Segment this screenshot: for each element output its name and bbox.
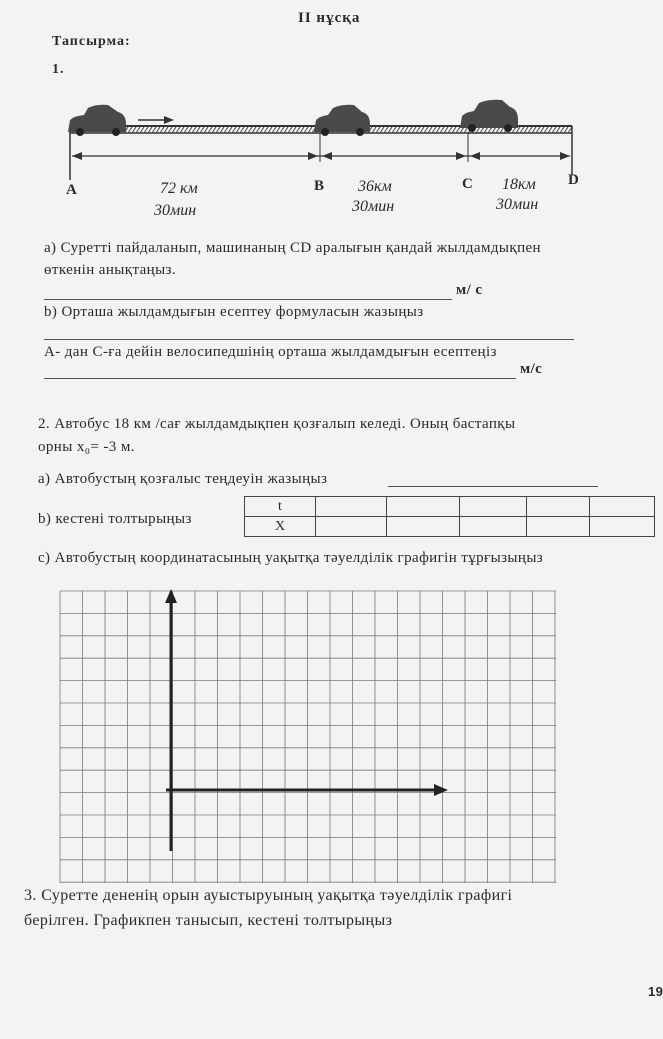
table-row [245,517,655,537]
task2-question-b: b) кестені толтырыңыз [38,511,192,527]
task1-number: 1. [52,62,65,77]
task2-question-c: c) Автобустың координатасының уақытқа тәуелділік графигін тұрғызыңыз [38,550,544,566]
task1-question-b: b) Орташа жылдамдығын есептеу формуласын жазыңыз [44,304,424,320]
page-number: 19 [648,984,663,999]
point-d-label: D [568,172,579,188]
table-header-x: X [245,517,316,537]
task1-question-c: А- дан С-ға дейін велосипедшінің орташа жылдамдығын есептеңіз [44,344,497,360]
answer-line[interactable] [44,299,452,300]
road-diagram [0,90,659,260]
task1-question-a-line2: өткенін анықтаңыз. [44,262,177,278]
segment-ab-distance: 72 км [160,180,198,197]
data-table [244,496,655,537]
task-label: Тапсырма: [52,34,131,49]
variant-title: II нұсқа [298,10,361,26]
task1-unit-c: м/с [520,361,543,377]
point-a-label: A [66,182,77,198]
task3-line2: берілген. Графикпен танысып, кестені толтырыңыз [24,912,393,929]
task2-question-a: а) Автобустың қозғалыс теңдеуін жазыңыз [38,471,328,487]
point-c-label: C [462,176,473,192]
task1-question-a-line1: а) Суретті пайдаланып, машинаның CD аралығын қандай жылдамдықпен [44,240,541,256]
table-cell[interactable] [387,497,460,517]
point-b-label: B [314,178,325,194]
task3-line1: 3. Суретте дененің орын ауыстыруының уақытқа тәуелділік графигі [24,887,513,904]
task2-line1: 2. Автобус 18 км /сағ жылдамдықпен қозғалып келеді. Оның бастапқы [38,416,516,432]
answer-line[interactable] [388,486,598,487]
table-cell[interactable] [316,497,387,517]
table-cell[interactable] [460,517,527,537]
table-cell[interactable] [527,517,590,537]
table-row [245,497,655,517]
car-icon [314,105,370,136]
task1-unit-a: м/ с [456,282,483,298]
table-cell[interactable] [316,517,387,537]
coordinate-grid[interactable] [0,585,659,885]
segment-bc-distance: 36км [358,178,392,195]
task2-line2: орны x₀= -3 м. [38,439,135,455]
car-icon [68,105,126,136]
table-cell[interactable] [460,497,527,517]
table-cell[interactable] [527,497,590,517]
answer-line[interactable] [44,339,574,340]
table-cell[interactable] [590,497,655,517]
segment-cd-distance: 18км [502,176,536,193]
table-cell[interactable] [590,517,655,537]
answer-line[interactable] [44,378,516,379]
segment-cd-time: 30мин [496,196,539,213]
car-icon [460,100,518,132]
table-header-t: t [245,497,316,517]
segment-ab-time: 30мин [154,202,197,219]
table-cell[interactable] [387,517,460,537]
segment-bc-time: 30мин [352,198,395,215]
